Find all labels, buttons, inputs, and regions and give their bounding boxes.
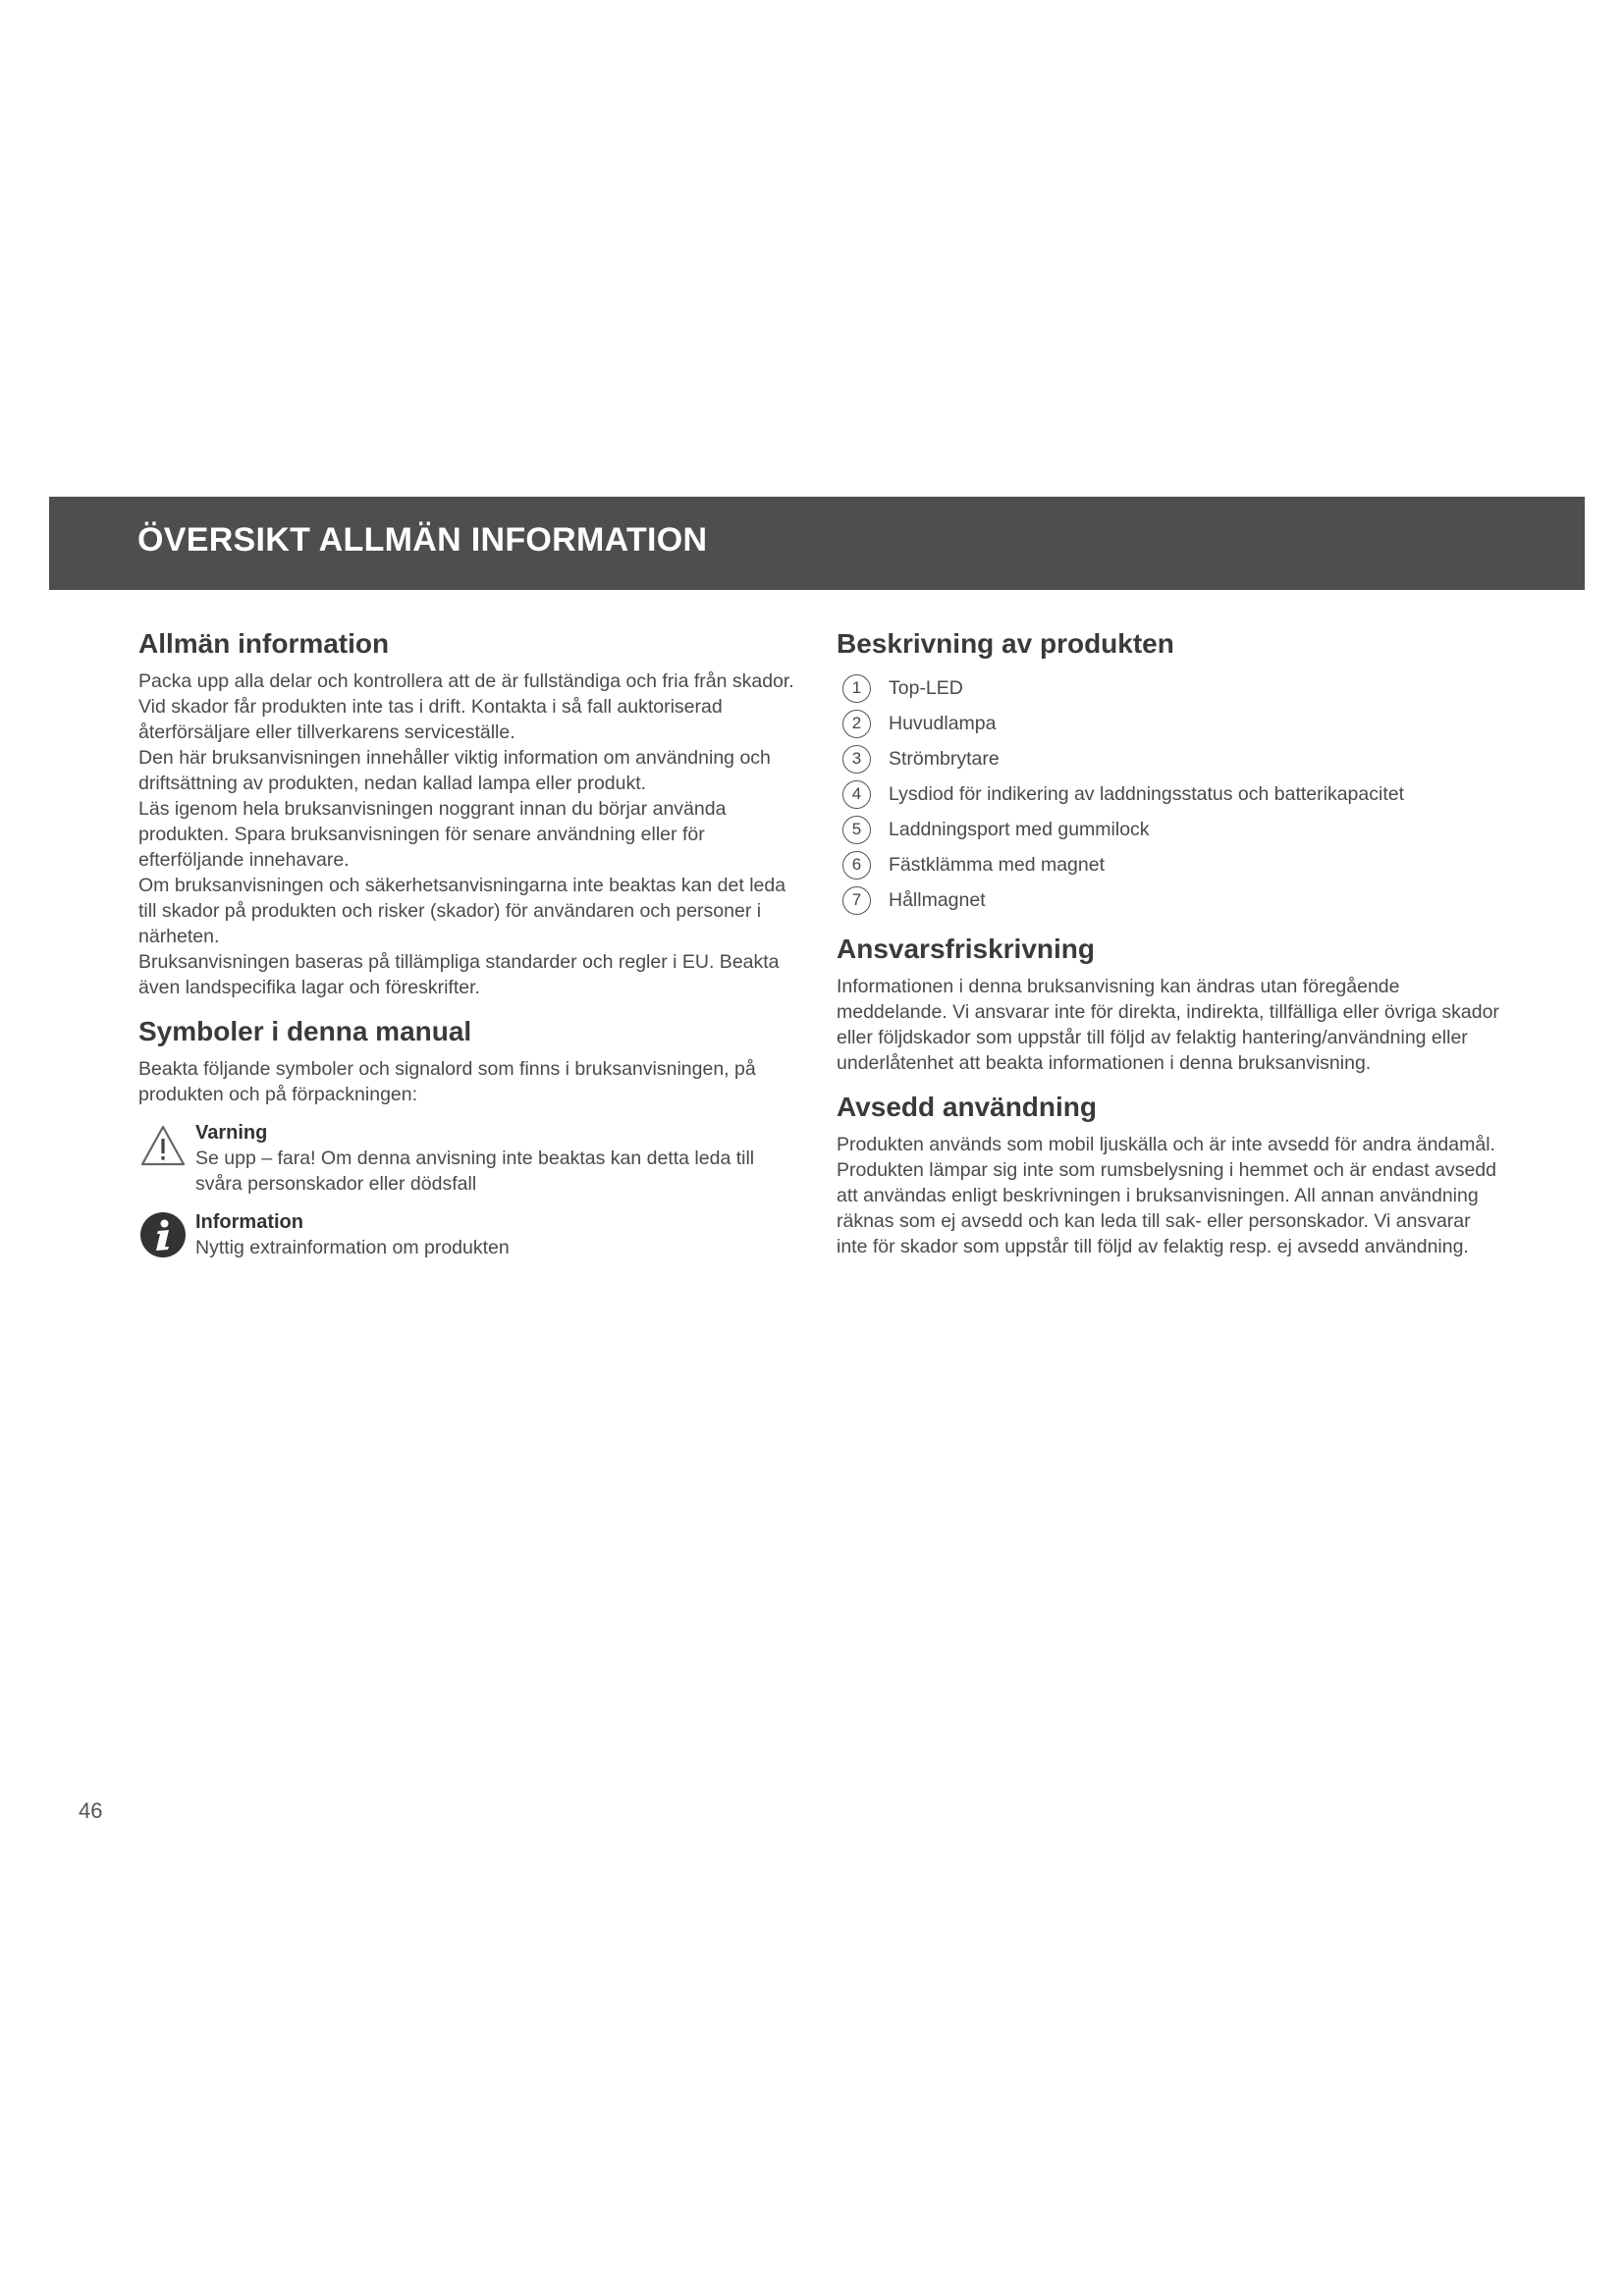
left-column bbox=[138, 626, 806, 1260]
part-label: Laddningsport med gummilock bbox=[889, 818, 1150, 840]
warning-symbol-entry bbox=[138, 1121, 806, 1197]
general-info-paragraph: Om bruksanvisningen och säkerhetsanvisningarna inte beaktas kan det leda till skador på produkten och risker (skador) för användaren och personer i närheten. bbox=[138, 875, 786, 947]
symbols-heading: Symboler i denna manual bbox=[138, 1016, 472, 1046]
list-item bbox=[837, 847, 1504, 882]
info-symbol-entry bbox=[138, 1210, 806, 1260]
general-info-paragraph: Den här bruksanvisningen innehåller viktig information om användning och driftsättning av produkten, nedan kallad lampa eller produkt. bbox=[138, 747, 771, 794]
list-item bbox=[837, 741, 1504, 776]
section-banner bbox=[49, 497, 1585, 590]
right-column bbox=[837, 626, 1504, 1259]
part-number-badge: 5 bbox=[842, 816, 871, 844]
part-number-badge: 2 bbox=[842, 710, 871, 738]
list-item bbox=[837, 812, 1504, 847]
symbols-intro: Beakta följande symboler och signalord som finns i bruksanvisningen, på produkten och på förpackningen: bbox=[138, 1058, 756, 1105]
page-title: ÖVERSIKT ALLMÄN INFORMATION bbox=[137, 521, 708, 559]
general-info-paragraph: Packa upp alla delar och kontrollera att de är fullständiga och fria från skador. Vid skador får produkten inte tas i drift. Kontakta i så fall auktoriserad återförsäljare eller tillverkarens serviceställe. bbox=[138, 670, 794, 743]
info-title: Information bbox=[195, 1211, 303, 1233]
list-item bbox=[837, 776, 1504, 812]
intended-use-text: Produkten används som mobil ljuskälla och är inte avsedd för andra ändamål. Produkten lämpar sig inte som rumsbelysning i hemmet och är endast avsedd att användas enligt beskrivningen i bruksanvisningen. All annan användning räknas som ej avsedd och kan leda till sak- eller personskador. Vi ansvarar inte för skador som uppstår till följd av felaktig resp. ej avsedd användning. bbox=[837, 1134, 1496, 1257]
info-circle-icon bbox=[138, 1210, 188, 1259]
list-item bbox=[837, 706, 1504, 741]
part-label: Lysdiod för indikering av laddningsstatus och batterikapacitet bbox=[889, 782, 1405, 805]
part-label: Fästklämma med magnet bbox=[889, 853, 1105, 876]
info-text-block bbox=[195, 1210, 806, 1260]
warning-description: Se upp – fara! Om denna anvisning inte beaktas kan detta leda till svåra personskador eller dödsfall bbox=[195, 1148, 755, 1195]
part-label: Hållmagnet bbox=[889, 888, 986, 911]
part-number-badge: 6 bbox=[842, 851, 871, 880]
general-info-paragraph: Läs igenom hela bruksanvisningen noggrant innan du börjar använda produkten. Spara bruksanvisningen för senare användning eller för efterföljande innehavare. bbox=[138, 798, 727, 871]
part-number-badge: 7 bbox=[842, 886, 871, 915]
part-number-badge: 1 bbox=[842, 674, 871, 703]
list-item bbox=[837, 670, 1504, 706]
product-description-heading: Beskrivning av produkten bbox=[837, 628, 1174, 659]
part-number-badge: 3 bbox=[842, 745, 871, 774]
general-info-paragraph: Bruksanvisningen baseras på tillämpliga standarder och regler i EU. Beakta även landspecifika lagar och föreskrifter. bbox=[138, 951, 780, 998]
parts-list bbox=[837, 670, 1504, 918]
disclaimer-text: Informationen i denna bruksanvisning kan ändras utan föregående meddelande. Vi ansvarar inte för direkta, indirekta, tillfälliga eller övriga skador eller följdskador som uppstår till följd av felaktig hantering/användning eller underlåtenhet att beakta informationen i denna bruksanvisning. bbox=[837, 976, 1499, 1074]
part-number-badge: 4 bbox=[842, 780, 871, 809]
warning-triangle-icon bbox=[138, 1121, 188, 1170]
disclaimer-heading: Ansvarsfriskrivning bbox=[837, 934, 1095, 964]
warning-text-block bbox=[195, 1121, 806, 1197]
part-label: Huvudlampa bbox=[889, 712, 997, 734]
part-label: Top-LED bbox=[889, 676, 963, 699]
warning-title: Varning bbox=[195, 1122, 268, 1144]
page-number: 46 bbox=[79, 1798, 103, 1823]
intended-use-heading: Avsedd användning bbox=[837, 1092, 1098, 1122]
info-description: Nyttig extrainformation om produkten bbox=[195, 1237, 510, 1258]
list-item bbox=[837, 882, 1504, 918]
general-info-heading: Allmän information bbox=[138, 628, 390, 659]
part-label: Strömbrytare bbox=[889, 747, 1000, 770]
